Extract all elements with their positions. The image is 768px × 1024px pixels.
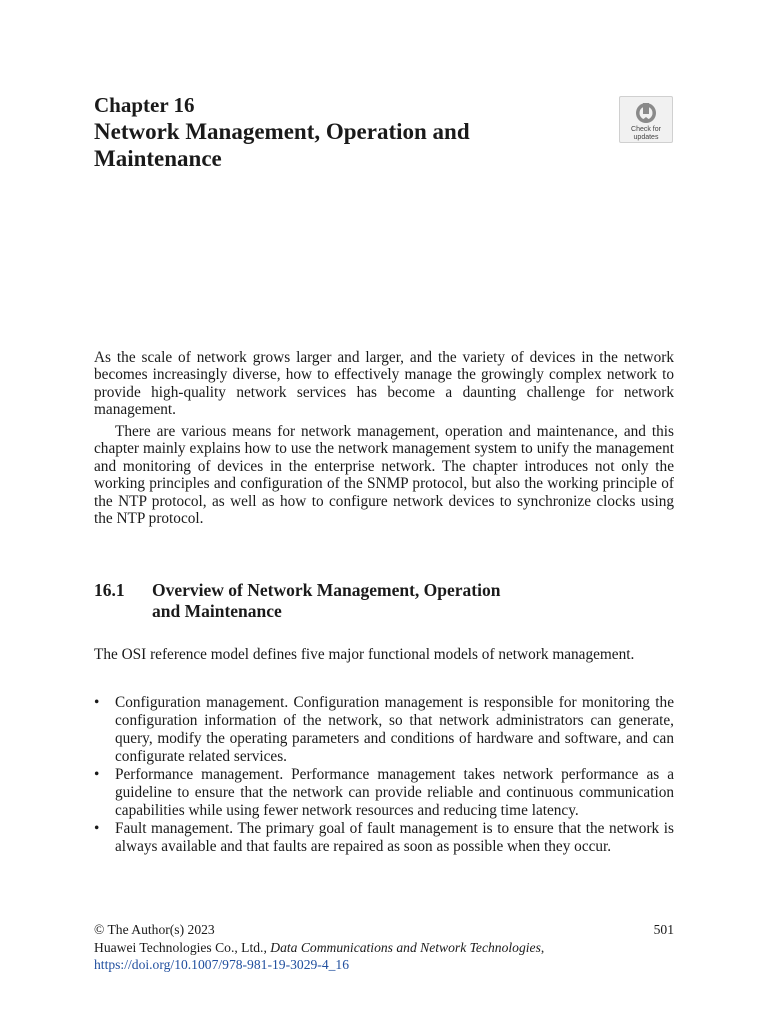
list-item-text: Configuration management. Configuration management is responsible for monitoring the configuration information of the network, so that network administrators can generate, query, modify the operating parameters and conditions of hardware and software, and can configurate related services.	[115, 694, 674, 765]
intro-paragraph-1: As the scale of network grows larger and larger, and the variety of devices in the network becomes increasingly diverse, how to effectively manage the growingly complex network to provide high-quality network services has become a daunting challenge for network management.	[94, 349, 674, 419]
section-heading	[94, 580, 674, 622]
chapter-label: Chapter 16	[94, 93, 195, 117]
copyright: © The Author(s) 2023	[94, 922, 215, 937]
publisher-line	[94, 939, 674, 957]
check-for-updates-badge[interactable]	[619, 96, 673, 143]
intro-paragraph-2: There are various means for network management, operation and maintenance, and this chapter mainly explains how to use the network management system to unify the management and monitoring of devices in the enterprise network. The chapter introduces not only the working principles and configuration of the SNMP protocol, but also the working principle of the NTP protocol, as well as how to configure network devices to synchronize clocks using the NTP protocol.	[94, 423, 674, 528]
bullet-icon: •	[94, 820, 100, 837]
chapter-title: Network Management, Operation and Maintenance	[94, 119, 470, 171]
list-item-text: Fault management. The primary goal of fault management is to ensure that the network is always available and that faults are repaired as soon as possible when they occur.	[115, 820, 674, 855]
section-title-line2: and Maintenance	[152, 601, 282, 621]
list-item-text: Performance management. Performance management takes network performance as a guideline to ensure that the network can provide reliable and continuous communication capabilities while using fewer network resources and reducing time latency.	[115, 766, 674, 819]
book-title-suffix: ,	[540, 939, 545, 955]
doi-link[interactable]: https://doi.org/10.1007/978-981-19-3029-4_16	[94, 957, 350, 972]
page-footer	[94, 921, 674, 974]
badge-text-line1: Check for	[631, 126, 661, 133]
section-number: 16.1	[94, 580, 125, 600]
section-paragraph: The OSI reference model defines five major functional models of network management.	[94, 646, 635, 663]
bullet-icon: •	[94, 694, 100, 711]
list-item	[94, 694, 674, 766]
bullet-icon: •	[94, 766, 100, 783]
book-title: Data Communications and Network Technologies	[270, 939, 541, 955]
check-for-updates-icon	[633, 101, 659, 125]
list-item	[94, 766, 674, 820]
functional-models-list	[94, 694, 674, 856]
list-item	[94, 820, 674, 856]
page-number: 501	[653, 922, 674, 937]
badge-text-line2: updates	[633, 134, 659, 141]
publisher: Huawei Technologies Co., Ltd.,	[94, 939, 271, 955]
section-title-line1: Overview of Network Management, Operation	[152, 580, 501, 600]
